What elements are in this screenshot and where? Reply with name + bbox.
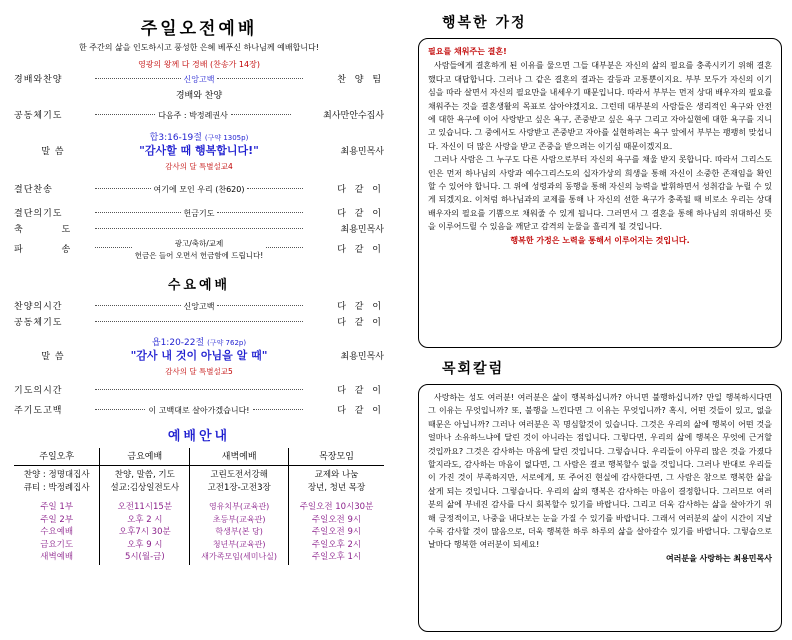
dotted-leader xyxy=(95,212,181,213)
dotted-leader xyxy=(95,409,145,410)
schedule-time: 청년부(교육관) xyxy=(212,539,266,549)
sermon-label: 말 씀 xyxy=(41,147,65,157)
sermon-preacher: 최용민목사 xyxy=(340,352,384,362)
order-label: 파 송 xyxy=(14,245,89,255)
schedule-cell: 설교:김상일전도사 xyxy=(110,482,180,493)
bulletin-right-column xyxy=(418,12,782,632)
dotted-leader xyxy=(217,78,303,79)
order-leader: 최사만안수집사 xyxy=(323,111,385,121)
schedule-time: 오후7시 30분 xyxy=(118,527,171,537)
dotted-leader xyxy=(95,389,303,390)
schedule-cell: 고린도전서강해 xyxy=(210,470,268,480)
order-label: 공동체기도 xyxy=(14,111,63,121)
dotted-leader xyxy=(217,305,303,306)
dotted-leader xyxy=(95,247,132,248)
family-paragraph: 그러나 사람은 그 누구도 다른 사람으로부터 자신의 욕구를 채울 받지 못합니다. 따라서 그리스도인은 먼저 하나님의 사랑과 예수그리스도의 십자가상의 희생을 통해 자신이 소중한 존재임을 확인할 수 있어야 합니다. 그 위에 성령과의 동행을 통해 자신의 능력을 발휘하면서 성취감을 누릴 수 있게 되겠지요. 이처럼 하나님과의 교제를 통해 나 자신의 선한 욕구가 충족될 때 비로소 우리는 상대배우자의 필요를 기쁨으로 채워줄 수 있게 됩니다. 그러면서 그 결혼을 통해 하나님의 위대하신 뜻을 이루어드릴 수 있음을 깨닫고 감격의 눈물을 흘리게 될 것입니다. xyxy=(428,155,772,232)
sermon-title: "감사 내 것이 아님을 알 때" xyxy=(130,349,268,362)
family-article-box xyxy=(418,38,782,348)
dotted-leader xyxy=(95,321,303,322)
schedule-time: 금요기도 xyxy=(40,539,74,550)
order-middle: 신앙고백 xyxy=(183,302,215,311)
dotted-leader xyxy=(95,228,303,229)
dotted-leader xyxy=(95,114,155,115)
schedule-time: 새벽예배 xyxy=(40,552,74,562)
schedule-time: 주일오전 10시30분 xyxy=(299,502,374,512)
order-leader: 다 같 이 xyxy=(337,245,384,255)
order-label: 기도의시간 xyxy=(14,386,63,396)
bulletin-left-column xyxy=(14,14,384,565)
dotted-leader xyxy=(266,247,303,248)
order-leader: 다 같 이 xyxy=(337,406,384,416)
order-label: 결단찬송 xyxy=(14,185,53,195)
schedule-cell: 고전1장-고전3장 xyxy=(207,482,271,493)
schedule-cell: 큐티 : 박정례집사 xyxy=(23,482,90,493)
schedule-header: 새벽예배 xyxy=(190,448,289,466)
schedule-time: 주일 2부 xyxy=(40,514,74,525)
schedule-title: 예배안내 xyxy=(167,429,231,444)
order-label: 축 도 xyxy=(14,225,89,235)
order-middle: 헌금기도 xyxy=(183,209,215,218)
dotted-leader xyxy=(231,114,291,115)
order-label: 찬양의시간 xyxy=(14,302,63,312)
family-paragraph: 사람들에게 결혼하게 된 이유를 물으면 그들 대부분은 자신의 삶의 필요를 충족시키기 위해 결혼 했다고 대답합니다. 그러나 그 같은 결혼의 결과는 갈등과 고통뿐이지요. 부부 모두가 자신의 이기심을 따라 살면서 자신의 필요만을 내세우기 때문입니다. 따라서 부부는 먼저 상대 배우자의 필요를 채워주는 것을 결혼생활의 목표로 삼아야겠지요. 그런데 대부분의 사람들은 생리적인 욕구와 안전에 대한 욕구에 이어 사랑받고 싶은 욕구, 존중받고 싶은 욕구 그리고 자아실현에 대한 욕구를 지니고 있습니다. 그 중에서도 사랑받고 존중받고 자아를 실현하려는 욕구 앞에서 부부는 팽팽히 맞섭니다. 자신이 더 많은 사랑을 받고 존중을 받으려는 이기심 때문이겠지요. xyxy=(428,61,772,151)
order-leader: 다 같 이 xyxy=(337,302,385,312)
schedule-time: 오전11시15분 xyxy=(117,502,173,512)
order-middle: 다음주 : 박정례권사 xyxy=(158,111,228,120)
schedule-header: 목장모임 xyxy=(289,448,384,466)
dotted-leader xyxy=(247,188,303,189)
schedule-cell: 찬양 : 정명대집사 xyxy=(23,470,90,480)
sermon-series: 감사의 달 특별설교5 xyxy=(165,367,233,376)
sermon-label: 말 씀 xyxy=(41,352,65,362)
wednesday-sermon xyxy=(14,335,384,377)
opening-hymn: 영광의 왕께 다 경배 (찬송가 14장) xyxy=(138,60,260,69)
sermon-series: 감사의 달 특별설교4 xyxy=(165,162,233,171)
schedule-cell: 찬양, 말씀, 기도 xyxy=(114,470,175,480)
sermon-title: "감사할 때 행복합니다!" xyxy=(139,144,259,157)
schedule-time: 주일오후 1시 xyxy=(311,552,362,562)
sermon-preacher: 최용민목사 xyxy=(340,147,384,157)
column-heading: 목회칼럼 xyxy=(442,361,505,377)
order-middle: 여기에 모인 우리 (찬620) xyxy=(153,185,245,194)
schedule-time: 오후 2 시 xyxy=(127,514,163,525)
order-row xyxy=(14,182,384,198)
sermon-verse: 합3:16-19절 xyxy=(149,133,202,143)
parting-announcements: 광고/축하/교제 xyxy=(174,239,224,248)
schedule-time: 주일 1부 xyxy=(40,502,74,512)
schedule-time: 오후 9 시 xyxy=(127,539,163,550)
order-label: 결단의기도 xyxy=(14,209,63,219)
schedule-cell: 교제와 나눔 xyxy=(314,470,359,480)
parting-offering-note: 헌금은 들어 오면서 헌금함에 드립니다! xyxy=(134,251,264,260)
schedule-time: 주일오전 9시 xyxy=(311,514,362,525)
order-row xyxy=(14,72,384,88)
schedule-header: 금요예배 xyxy=(100,448,190,466)
schedule-time: 5시(월-금) xyxy=(124,552,165,562)
schedule-time: 수요예배 xyxy=(40,527,74,537)
order-label: 공동체기도 xyxy=(14,318,63,328)
order-row xyxy=(14,403,384,419)
sunday-sermon xyxy=(14,130,384,172)
order-leader: 다 같 이 xyxy=(337,185,384,195)
order-leader: 다 같 이 xyxy=(337,318,384,328)
wednesday-service-title: 수요예배 xyxy=(167,278,231,293)
dotted-leader xyxy=(217,212,303,213)
schedule-time: 주일오전 9시 xyxy=(311,527,362,537)
order-middle: 신앙고백 xyxy=(183,75,215,84)
order-row xyxy=(14,383,384,399)
column-signature: 여러분을 사랑하는 최용민목사 xyxy=(665,553,772,563)
dotted-leader xyxy=(95,305,181,306)
schedule-header: 주일오후 xyxy=(14,448,100,466)
pastor-column-box xyxy=(418,384,782,632)
order-row xyxy=(14,222,384,238)
order-sub-note: 경배와 찬양 xyxy=(175,91,223,101)
dotted-leader xyxy=(95,78,181,79)
order-leader: 다 같 이 xyxy=(337,386,384,396)
dotted-leader xyxy=(95,188,151,189)
family-article-footer: 행복한 가정은 노력을 통해서 이루어지는 것입니다. xyxy=(510,235,690,245)
sermon-page: (구약 1305p) xyxy=(204,134,249,142)
schedule-time: 초등부(교육관) xyxy=(212,514,266,524)
dotted-leader xyxy=(253,409,303,410)
sermon-verse: 욥1:20-22절 xyxy=(151,338,205,348)
family-article-title: 필요를 채워주는 결혼! xyxy=(428,47,507,56)
column-text: 사랑하는 성도 여러분! 여러분은 삶이 행복하십니까? 아니면 불행하십니까? 만일 행복하시다면 그 이유는 무엇입니까? 또, 불행을 느낀다면 그 이유는 무엇입니까? 혹시, 어떤 것들이 있고, 없을 때문은 아닙니까? 그러나 여러분은 꼭 명심할것이 있습니다. 그것은 우리의 삶에 행복이 어떤 것을 얼마나 소유하느냐에 달린 것이 아니라는 점입니다. 그렇다면, 우리의 삶에 행복은 무엇에 근거할 것입까요? 그것은 감사하는 마음에 달린 것입니다. 그렇습니다. 우리들이 아무리 많은 것을 가졌다 할지라도, 감사하는 마음이 없다면, 그 사람은 결코 행복할수 없을 것입니다. 그러나 반대로 우리들이 가진 것이 부족하지만, 서로에게, 또 주어진 현실에 감사한다면, 그 사람은 참으로 행복한 삶을 살게 되는 것입니다. 그렇습니다. 우리의 삶의 행복은 감사하는 마음이 결정합니다. 그러므로 여러분의 삶에 부네진 감사를 다시 회복할수 있기를 바랍니다. 그리고 더욱 감사하는 삶을 살아가기 위해 긍정적이고, 나중을 내다보는 눈을 가질 수 있기를 바랍니다. 그래서 여러분의 삶이 시간이 지날수록 감사할 것이 많음으로, 더욱 행복한 하루 하루의 삶을 살아갈수 있기를 바랍니다. 그렇습으로 날마다 행복한 여러분이 되세요! xyxy=(428,393,772,550)
schedule-time: 주일오후 2시 xyxy=(311,539,362,550)
order-label: 주기도고백 xyxy=(14,406,63,416)
order-row xyxy=(14,315,384,331)
sunday-service-title: 주일오전예배 xyxy=(140,19,258,39)
schedule-cell: 장년, 청년 목장 xyxy=(307,482,366,493)
sunday-service-subtitle: 한 주간의 삶을 인도하시고 풍성한 은혜 베푸신 하나님께 예배합니다! xyxy=(79,43,319,52)
order-leader: 최용민목사 xyxy=(340,225,384,235)
order-row xyxy=(14,299,384,315)
schedule-time: 영유치부(교육관) xyxy=(208,502,270,511)
order-middle: 이 고백대로 살아가겠습니다! xyxy=(148,406,250,415)
schedule-time: 학생부(본 당) xyxy=(215,527,263,536)
order-row xyxy=(14,206,384,222)
order-leader: 찬 양 팀 xyxy=(337,75,385,85)
order-leader: 다 같 이 xyxy=(337,209,385,219)
order-row xyxy=(14,108,384,124)
order-row xyxy=(14,238,384,262)
schedule-table xyxy=(14,448,384,565)
schedule-time: 새가족모임(세미나실) xyxy=(201,552,278,561)
sermon-page: (구약 762p) xyxy=(207,339,247,347)
order-label: 경배와찬양 xyxy=(14,75,63,85)
family-heading: 행복한 가정 xyxy=(442,15,527,31)
